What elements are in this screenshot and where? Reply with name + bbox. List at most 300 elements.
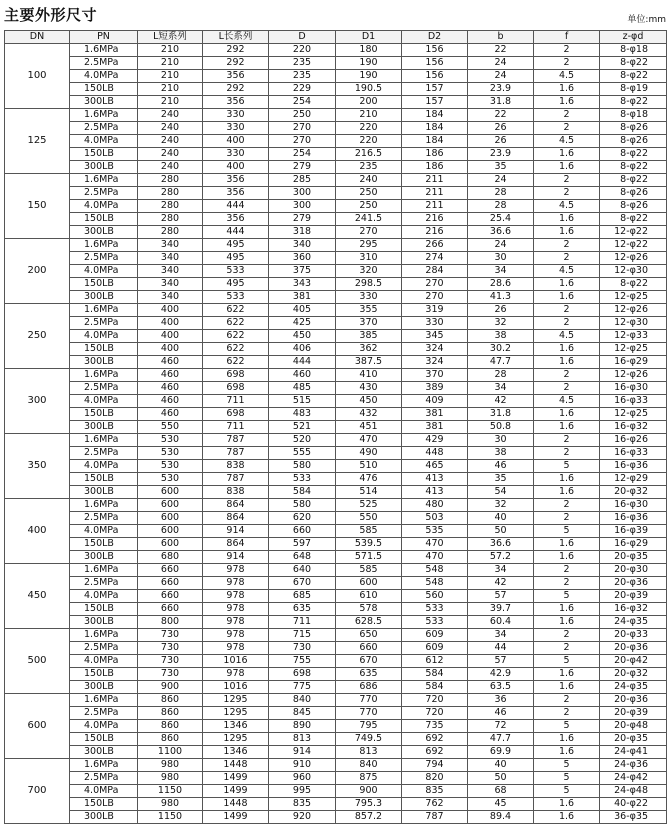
z-d-cell: 12-φ22 [600,239,667,252]
d2-cell: 787 [402,811,468,824]
d1-cell: 840 [336,759,402,772]
d1-cell: 295 [336,239,402,252]
d-cell: 460 [269,369,336,382]
f-cell: 2 [534,447,600,460]
f-cell: 2 [534,109,600,122]
z-d-cell: 20-φ36 [600,642,667,655]
l-short-cell: 530 [138,473,203,486]
z-d-cell: 20-φ33 [600,629,667,642]
d2-cell: 720 [402,707,468,720]
table-row [5,798,667,811]
f-cell: 5 [534,460,600,473]
dn-cell: 400 [5,499,70,564]
d1-cell: 749.5 [336,733,402,746]
pn-cell: 1.6MPa [70,694,138,707]
d-cell: 845 [269,707,336,720]
pn-cell: 150LB [70,798,138,811]
f-cell: 2 [534,434,600,447]
l-long-cell: 1016 [203,655,269,668]
d-cell: 920 [269,811,336,824]
l-long-cell: 978 [203,629,269,642]
d1-cell: 220 [336,135,402,148]
l-short-cell: 530 [138,460,203,473]
z-d-cell: 8-φ22 [600,161,667,174]
b-cell: 24 [468,174,534,187]
table-row [5,213,667,226]
d2-cell: 284 [402,265,468,278]
l-short-cell: 210 [138,83,203,96]
b-cell: 46 [468,707,534,720]
d-cell: 483 [269,408,336,421]
z-d-cell: 20-φ42 [600,655,667,668]
page-title: 主要外形尺寸 [4,6,98,24]
d2-cell: 548 [402,577,468,590]
l-long-cell: 978 [203,590,269,603]
l-long-cell: 1499 [203,811,269,824]
d1-cell: 539.5 [336,538,402,551]
l-short-cell: 980 [138,759,203,772]
table-row [5,265,667,278]
d2-cell: 324 [402,356,468,369]
f-cell: 2 [534,382,600,395]
pn-cell: 4.0MPa [70,70,138,83]
d-cell: 343 [269,278,336,291]
f-cell: 5 [534,759,600,772]
header-f: f [534,31,600,44]
l-long-cell: 838 [203,460,269,473]
b-cell: 23.9 [468,148,534,161]
f-cell: 2 [534,252,600,265]
d2-cell: 533 [402,603,468,616]
z-d-cell: 8-φ22 [600,174,667,187]
table-row [5,96,667,109]
b-cell: 36.6 [468,538,534,551]
l-long-cell: 533 [203,291,269,304]
z-d-cell: 12-φ30 [600,265,667,278]
d1-cell: 240 [336,174,402,187]
l-long-cell: 914 [203,525,269,538]
d-cell: 450 [269,330,336,343]
l-long-cell: 1295 [203,694,269,707]
dn-cell: 600 [5,694,70,759]
z-d-cell: 36-φ35 [600,811,667,824]
d2-cell: 319 [402,304,468,317]
table-row [5,109,667,122]
d1-cell: 430 [336,382,402,395]
pn-cell: 4.0MPa [70,265,138,278]
l-short-cell: 550 [138,421,203,434]
table-row [5,239,667,252]
d-cell: 755 [269,655,336,668]
f-cell: 1.6 [534,408,600,421]
l-long-cell: 978 [203,642,269,655]
z-d-cell: 24-φ35 [600,616,667,629]
b-cell: 22 [468,109,534,122]
d-cell: 580 [269,460,336,473]
d1-cell: 450 [336,395,402,408]
d1-cell: 510 [336,460,402,473]
l-short-cell: 860 [138,694,203,707]
l-short-cell: 1150 [138,811,203,824]
z-d-cell: 12-φ33 [600,330,667,343]
pn-cell: 300LB [70,616,138,629]
l-long-cell: 698 [203,369,269,382]
table-row [5,460,667,473]
d2-cell: 609 [402,642,468,655]
l-long-cell: 330 [203,122,269,135]
l-short-cell: 460 [138,369,203,382]
d1-cell: 525 [336,499,402,512]
l-long-cell: 622 [203,356,269,369]
f-cell: 1.6 [534,213,600,226]
l-long-cell: 978 [203,564,269,577]
pn-cell: 2.5MPa [70,512,138,525]
b-cell: 57 [468,655,534,668]
table-row [5,291,667,304]
z-d-cell: 20-φ32 [600,668,667,681]
l-short-cell: 240 [138,122,203,135]
table-row [5,668,667,681]
pn-cell: 150LB [70,538,138,551]
pn-cell: 1.6MPa [70,239,138,252]
pn-cell: 4.0MPa [70,785,138,798]
b-cell: 34 [468,564,534,577]
f-cell: 2 [534,239,600,252]
l-short-cell: 400 [138,317,203,330]
z-d-cell: 12-φ26 [600,252,667,265]
dimension-table [4,30,667,824]
f-cell: 1.6 [534,538,600,551]
table-row [5,200,667,213]
l-long-cell: 622 [203,343,269,356]
d1-cell: 355 [336,304,402,317]
pn-cell: 1.6MPa [70,44,138,57]
l-short-cell: 530 [138,447,203,460]
l-short-cell: 400 [138,304,203,317]
z-d-cell: 16-φ33 [600,447,667,460]
z-d-cell: 16-φ26 [600,434,667,447]
l-short-cell: 660 [138,590,203,603]
z-d-cell: 20-φ35 [600,551,667,564]
d-cell: 533 [269,473,336,486]
d1-cell: 385 [336,330,402,343]
pn-cell: 4.0MPa [70,655,138,668]
l-short-cell: 340 [138,291,203,304]
header-z-d: z-φd [600,31,667,44]
b-cell: 24 [468,239,534,252]
b-cell: 54 [468,486,534,499]
f-cell: 4.5 [534,330,600,343]
d2-cell: 470 [402,551,468,564]
d2-cell: 835 [402,785,468,798]
l-short-cell: 730 [138,668,203,681]
l-long-cell: 1295 [203,707,269,720]
f-cell: 4.5 [534,135,600,148]
pn-cell: 150LB [70,213,138,226]
pn-cell: 2.5MPa [70,122,138,135]
l-long-cell: 356 [203,96,269,109]
z-d-cell: 16-φ33 [600,395,667,408]
f-cell: 2 [534,512,600,525]
d1-cell: 585 [336,564,402,577]
l-long-cell: 495 [203,278,269,291]
l-long-cell: 787 [203,434,269,447]
l-long-cell: 356 [203,70,269,83]
z-d-cell: 8-φ22 [600,213,667,226]
b-cell: 41.3 [468,291,534,304]
f-cell: 2 [534,577,600,590]
table-row [5,343,667,356]
d-cell: 300 [269,187,336,200]
f-cell: 1.6 [534,551,600,564]
z-d-cell: 24-φ41 [600,746,667,759]
pn-cell: 150LB [70,343,138,356]
z-d-cell: 16-φ29 [600,356,667,369]
z-d-cell: 16-φ39 [600,525,667,538]
l-long-cell: 698 [203,408,269,421]
f-cell: 2 [534,187,600,200]
d1-cell: 770 [336,694,402,707]
d-cell: 270 [269,135,336,148]
table-row [5,174,667,187]
f-cell: 5 [534,720,600,733]
pn-cell: 150LB [70,603,138,616]
d-cell: 580 [269,499,336,512]
b-cell: 24 [468,57,534,70]
l-short-cell: 400 [138,330,203,343]
table-row [5,304,667,317]
l-long-cell: 1499 [203,785,269,798]
l-short-cell: 600 [138,486,203,499]
b-cell: 45 [468,798,534,811]
d1-cell: 298.5 [336,278,402,291]
l-short-cell: 340 [138,252,203,265]
d2-cell: 381 [402,421,468,434]
pn-cell: 300LB [70,811,138,824]
d1-cell: 180 [336,44,402,57]
d1-cell: 310 [336,252,402,265]
l-long-cell: 711 [203,421,269,434]
pn-cell: 2.5MPa [70,642,138,655]
d1-cell: 600 [336,577,402,590]
b-cell: 47.7 [468,733,534,746]
header-d1: D1 [336,31,402,44]
b-cell: 22 [468,44,534,57]
d2-cell: 548 [402,564,468,577]
dn-cell: 125 [5,109,70,174]
l-long-cell: 711 [203,395,269,408]
pn-cell: 4.0MPa [70,720,138,733]
d1-cell: 770 [336,707,402,720]
l-short-cell: 660 [138,603,203,616]
header-l-long: L长系列 [203,31,269,44]
z-d-cell: 8-φ22 [600,148,667,161]
z-d-cell: 20-φ36 [600,694,667,707]
b-cell: 50 [468,772,534,785]
b-cell: 50.8 [468,421,534,434]
pn-cell: 1.6MPa [70,369,138,382]
d-cell: 375 [269,265,336,278]
l-long-cell: 1346 [203,746,269,759]
l-long-cell: 864 [203,512,269,525]
b-cell: 26 [468,304,534,317]
l-short-cell: 280 [138,200,203,213]
d2-cell: 157 [402,96,468,109]
d1-cell: 190 [336,57,402,70]
dn-cell: 250 [5,304,70,369]
b-cell: 44 [468,642,534,655]
d2-cell: 609 [402,629,468,642]
unit-label: 单位:mm [627,15,666,25]
z-d-cell: 12-φ22 [600,226,667,239]
d2-cell: 345 [402,330,468,343]
f-cell: 1.6 [534,681,600,694]
d-cell: 235 [269,57,336,70]
table-row [5,629,667,642]
l-short-cell: 980 [138,798,203,811]
b-cell: 42 [468,577,534,590]
z-d-cell: 8-φ26 [600,135,667,148]
z-d-cell: 8-φ22 [600,278,667,291]
d2-cell: 533 [402,616,468,629]
l-short-cell: 980 [138,772,203,785]
b-cell: 38 [468,447,534,460]
b-cell: 57.2 [468,551,534,564]
d1-cell: 857.2 [336,811,402,824]
pn-cell: 1.6MPa [70,759,138,772]
l-short-cell: 660 [138,564,203,577]
z-d-cell: 8-φ18 [600,109,667,122]
pn-cell: 300LB [70,681,138,694]
d2-cell: 184 [402,135,468,148]
d-cell: 381 [269,291,336,304]
l-short-cell: 1150 [138,785,203,798]
b-cell: 30 [468,252,534,265]
pn-cell: 300LB [70,291,138,304]
d-cell: 521 [269,421,336,434]
l-long-cell: 356 [203,174,269,187]
l-short-cell: 340 [138,278,203,291]
f-cell: 2 [534,564,600,577]
b-cell: 26 [468,135,534,148]
f-cell: 1.6 [534,161,600,174]
table-row [5,733,667,746]
z-d-cell: 8-φ26 [600,200,667,213]
f-cell: 2 [534,174,600,187]
l-short-cell: 530 [138,434,203,447]
table-row [5,785,667,798]
d2-cell: 330 [402,317,468,330]
l-long-cell: 292 [203,83,269,96]
d2-cell: 762 [402,798,468,811]
l-long-cell: 1448 [203,759,269,772]
l-short-cell: 240 [138,161,203,174]
d-cell: 995 [269,785,336,798]
pn-cell: 300LB [70,551,138,564]
header-l-short: L短系列 [138,31,203,44]
pn-cell: 300LB [70,421,138,434]
d1-cell: 490 [336,447,402,460]
f-cell: 4.5 [534,265,600,278]
d-cell: 698 [269,668,336,681]
l-long-cell: 1295 [203,733,269,746]
pn-cell: 150LB [70,278,138,291]
d1-cell: 476 [336,473,402,486]
pn-cell: 300LB [70,746,138,759]
pn-cell: 300LB [70,161,138,174]
dn-cell: 100 [5,44,70,109]
l-short-cell: 280 [138,226,203,239]
b-cell: 28 [468,187,534,200]
f-cell: 2 [534,122,600,135]
pn-cell: 300LB [70,486,138,499]
d-cell: 360 [269,252,336,265]
l-short-cell: 730 [138,642,203,655]
dn-cell: 700 [5,759,70,824]
table-row [5,369,667,382]
f-cell: 1.6 [534,291,600,304]
z-d-cell: 8-φ19 [600,83,667,96]
b-cell: 68 [468,785,534,798]
pn-cell: 2.5MPa [70,707,138,720]
z-d-cell: 16-φ36 [600,460,667,473]
d1-cell: 470 [336,434,402,447]
d-cell: 910 [269,759,336,772]
f-cell: 1.6 [534,616,600,629]
table-row [5,148,667,161]
dn-cell: 500 [5,629,70,694]
pn-cell: 2.5MPa [70,317,138,330]
pn-cell: 2.5MPa [70,57,138,70]
d2-cell: 409 [402,395,468,408]
z-d-cell: 16-φ32 [600,603,667,616]
z-d-cell: 16-φ32 [600,421,667,434]
l-long-cell: 1346 [203,720,269,733]
l-long-cell: 864 [203,538,269,551]
header-b: b [468,31,534,44]
d1-cell: 610 [336,590,402,603]
table-row [5,408,667,421]
l-long-cell: 978 [203,668,269,681]
f-cell: 1.6 [534,798,600,811]
pn-cell: 2.5MPa [70,447,138,460]
table-row [5,447,667,460]
b-cell: 31.8 [468,408,534,421]
b-cell: 30.2 [468,343,534,356]
d-cell: 597 [269,538,336,551]
f-cell: 1.6 [534,148,600,161]
f-cell: 5 [534,655,600,668]
d2-cell: 735 [402,720,468,733]
d1-cell: 270 [336,226,402,239]
l-short-cell: 680 [138,551,203,564]
l-short-cell: 240 [138,109,203,122]
f-cell: 2 [534,499,600,512]
d2-cell: 156 [402,57,468,70]
d-cell: 640 [269,564,336,577]
table-row [5,70,667,83]
z-d-cell: 20-φ39 [600,590,667,603]
d2-cell: 720 [402,694,468,707]
table-row [5,551,667,564]
d1-cell: 370 [336,317,402,330]
d-cell: 279 [269,161,336,174]
d-cell: 555 [269,447,336,460]
d1-cell: 578 [336,603,402,616]
d2-cell: 503 [402,512,468,525]
dn-cell: 200 [5,239,70,304]
l-long-cell: 533 [203,265,269,278]
